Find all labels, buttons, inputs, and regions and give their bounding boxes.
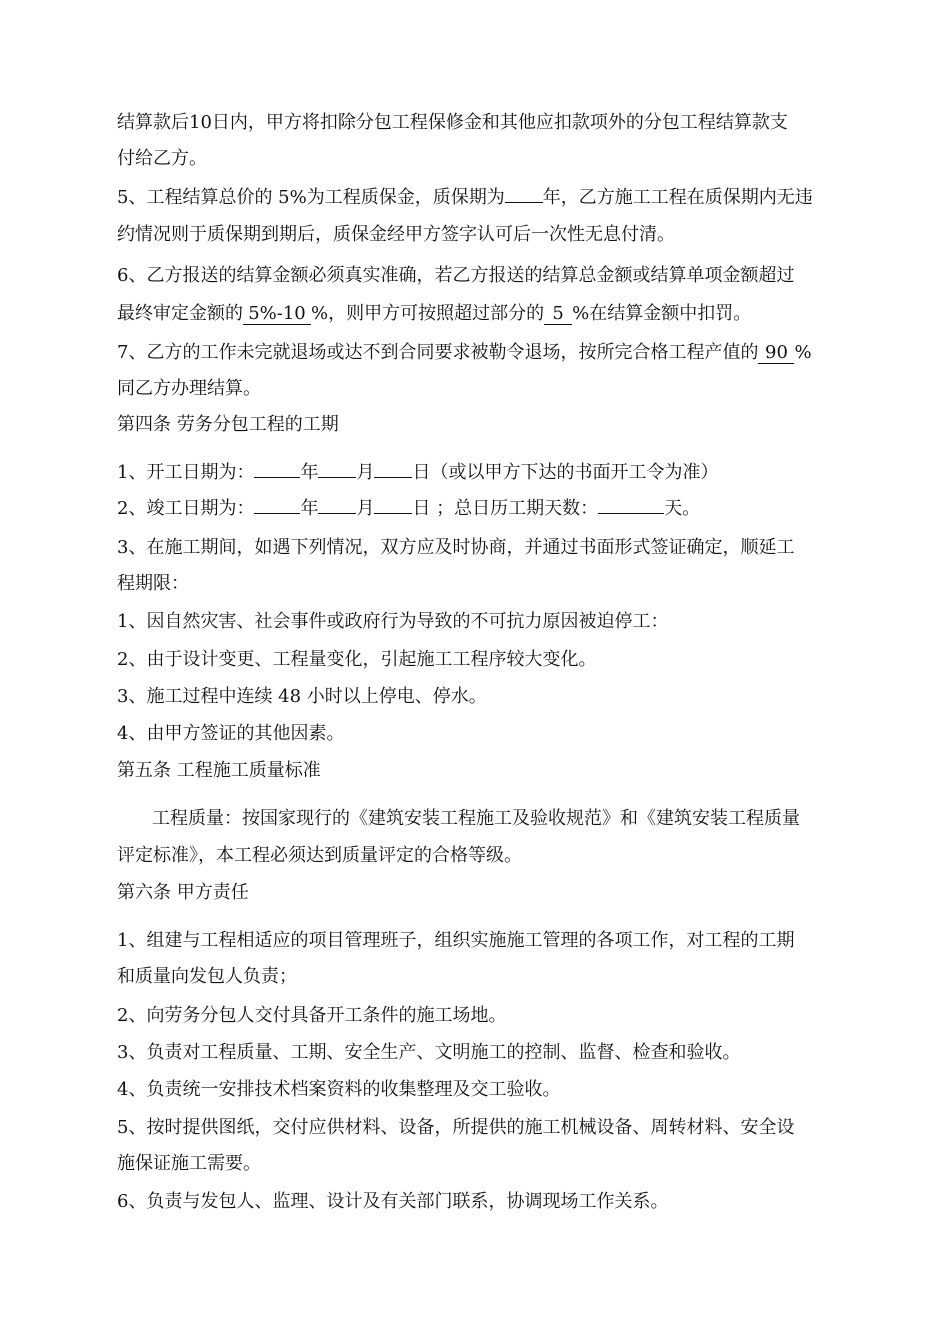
- line-text: 5、工程结算总价的 5%为工程质保金，质保期为: [117, 187, 505, 208]
- clause-6-line: [117, 263, 794, 289]
- start-date-line: [117, 460, 718, 486]
- line-text: 同乙方办理结算。: [117, 378, 261, 399]
- line-text: 6、乙方报送的结算金额必须真实准确，若乙方报送的结算总金额或结算单项金额超过: [117, 265, 795, 286]
- line-text: 年: [300, 498, 319, 519]
- text-line: [117, 301, 751, 327]
- line-text: 2、向劳务分包人交付具备开工条件的施工场地。: [117, 1005, 507, 1026]
- line-text: 6、负责与发包人、监理、设计及有关部门联系，协调现场工作关系。: [117, 1191, 669, 1212]
- list-item: [117, 1115, 794, 1141]
- underlined-value: 5: [544, 304, 572, 325]
- line-text: 3、在施工期间，如遇下列情况，双方应及时协商，并通过书面形式签证确定，顺延工: [117, 537, 795, 558]
- clause-5-line: [117, 185, 813, 211]
- text-line: [117, 1151, 261, 1177]
- blank-field: [374, 513, 412, 514]
- list-item: [117, 647, 596, 673]
- line-text: 日 ；总日历工期天数：: [412, 498, 599, 519]
- blank-field: [318, 477, 356, 478]
- heading-text: 第五条 工程施工质量标准: [117, 760, 321, 781]
- list-item: [117, 928, 794, 954]
- blank-field: [254, 513, 300, 514]
- list-item: [117, 609, 668, 635]
- line-text: 约情况则于质保期到期后，质保金经甲方签字认可后一次性无息付清。: [117, 224, 675, 245]
- line-text: 结算款后10日内，甲方将扣除分包工程保修金和其他应扣款项外的分包工程结算款支: [117, 112, 788, 133]
- underlined-value: 90: [758, 343, 794, 364]
- line-text: 付给乙方。: [117, 148, 207, 169]
- heading-text: 第四条 劳务分包工程的工期: [117, 414, 339, 435]
- heading-text: 第六条 甲方责任: [117, 882, 249, 903]
- list-item: [117, 684, 487, 710]
- line-text: 7、乙方的工作未完就退场或达不到合同要求被勒令退场，按所完合格工程产值的: [117, 342, 759, 363]
- blank-field: [318, 513, 356, 514]
- text-line: [117, 376, 261, 402]
- text-line: [117, 535, 794, 561]
- list-item: [117, 1040, 740, 1066]
- text-line: [117, 222, 675, 248]
- line-text: 月: [356, 498, 375, 519]
- text-line: [152, 806, 800, 832]
- text-line: [117, 964, 297, 990]
- clause-7-line: [117, 340, 812, 366]
- line-text: 程期限：: [117, 573, 189, 594]
- blank-field: [254, 477, 300, 478]
- section-heading: [117, 412, 339, 438]
- line-text: 2、竣工日期为：: [117, 498, 255, 519]
- line-text: 4、由甲方签证的其他因素。: [117, 723, 345, 744]
- line-text: 1、开工日期为：: [117, 462, 255, 483]
- section-heading: [117, 880, 249, 906]
- line-text: 4、负责统一安排技术档案资料的收集整理及交工验收。: [117, 1079, 561, 1100]
- list-item: [117, 1003, 506, 1029]
- line-text: 和质量向发包人负责；: [117, 966, 297, 987]
- line-text: 年，乙方施工工程在质保期内无违: [542, 187, 813, 208]
- text-line: [117, 110, 788, 136]
- line-text: 3、负责对工程质量、工期、安全生产、文明施工的控制、监督、检查和验收。: [117, 1042, 741, 1063]
- blank-field: [505, 202, 543, 203]
- line-text: 月: [356, 462, 375, 483]
- list-item: [117, 721, 344, 747]
- line-text: 日（或以甲方下达的书面开工令为准）: [412, 462, 719, 483]
- line-text: 年: [300, 462, 319, 483]
- list-item: [117, 1077, 560, 1103]
- line-text: 1、因自然灾害、社会事件或政府行为导致的不可抗力原因被迫停工：: [117, 611, 669, 632]
- line-text: %: [794, 342, 812, 363]
- line-text: 3、施工过程中连续 48 小时以上停电、停水。: [117, 686, 487, 707]
- completion-date-line: [117, 496, 700, 522]
- section-heading: [117, 758, 321, 784]
- blank-field: [374, 477, 412, 478]
- text-line: [117, 146, 207, 172]
- line-text: 施保证施工需要。: [117, 1153, 261, 1174]
- underlined-value: 5%-10: [243, 304, 311, 325]
- line-text: 天。: [664, 498, 701, 519]
- list-item: [117, 1189, 668, 1215]
- line-text: 1、组建与工程相适应的项目管理班子，组织实施施工管理的各项工作，对工程的工期: [117, 930, 795, 951]
- line-text: %，则甲方可按照超过部分的: [311, 303, 545, 324]
- line-text: 2、由于设计变更、工程量变化，引起施工工程序较大变化。: [117, 649, 597, 670]
- text-line: [117, 843, 522, 869]
- line-text: %在结算金额中扣罚。: [572, 303, 752, 324]
- line-text: 评定标准》，本工程必须达到质量评定的合格等级。: [117, 845, 522, 866]
- line-text: 5、按时提供图纸，交付应供材料、设备，所提供的施工机械设备、周转材料、安全设: [117, 1117, 795, 1138]
- line-text: 最终审定金额的: [117, 303, 243, 324]
- blank-field: [598, 513, 664, 514]
- line-text: 工程质量：按国家现行的《建筑安装工程施工及验收规范》和《建筑安装工程质量: [152, 808, 800, 829]
- text-line: [117, 571, 189, 597]
